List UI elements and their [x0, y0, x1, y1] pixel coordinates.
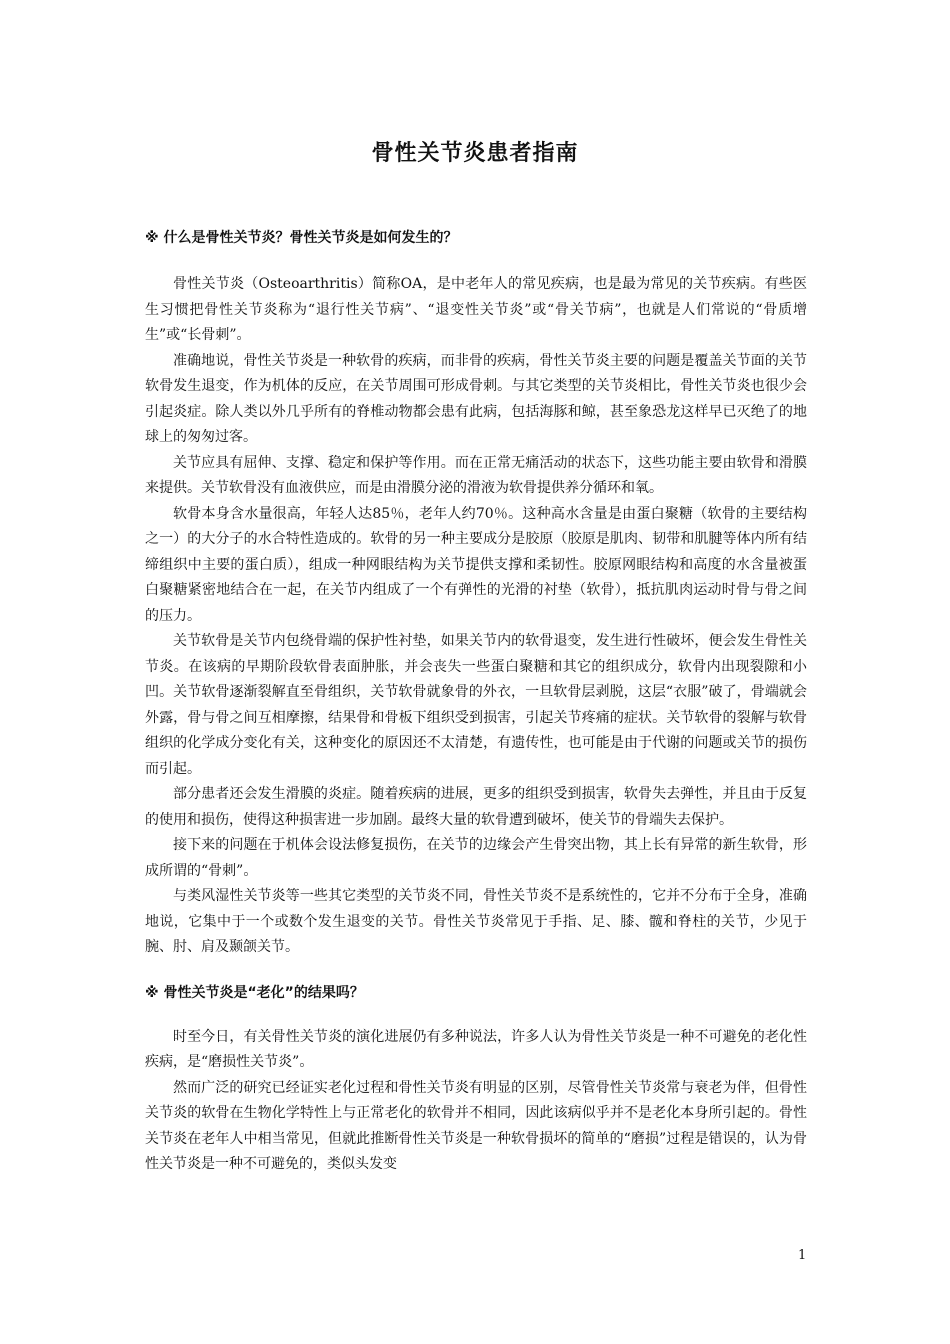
paragraph: 软骨本身含水量很高，年轻人达85％，老年人约70％。这种高水含量是由蛋白聚糖（软骨的主要结构之一）的大分子的水合特性造成的。软骨的另一种主要成分是胶原（胶原是肌肉、韧带和肌腱等体内所有结缔组织中主要的蛋白质），组成一种网眼结构为关节提供支撑和柔韧性。胶原网眼结构和高度的水含量被蛋白聚糖紧密地结合在一起，在关节内组成了一个有弹性的光滑的衬垫（软骨），抵抗肌肉运动时骨与骨之间的压力。 [145, 505, 807, 624]
section-heading-what-is-oa: ※ 什么是骨性关节炎？骨性关节炎是如何发生的？ [145, 230, 458, 246]
document-title: 骨性关节炎患者指南 [371, 140, 579, 166]
document-body [145, 228, 807, 1178]
paragraph: 与类风湿性关节炎等一些其它类型的关节炎不同，骨性关节炎不是系统性的，它并不分布于全身，准确地说，它集中于一个或数个发生退变的关节。骨性关节炎常见于手指、足、膝、髋和脊柱的关节，少见于腕、肘、肩及颞颌关节。 [145, 888, 807, 955]
page-number: 1 [798, 1248, 807, 1263]
paragraph: 关节应具有屈伸、支撑、稳定和保护等作用。而在正常无痛活动的状态下，这些功能主要由软骨和滑膜来提供。关节软骨没有血液供应，而是由滑膜分泌的滑液为软骨提供养分循环和氧。 [145, 454, 807, 496]
section-heading-aging: ※ 骨性关节炎是“老化”的结果吗？ [145, 984, 364, 1001]
paragraph: 关节软骨是关节内包绕骨端的保护性衬垫，如果关节内的软骨退变，发生进行性破坏，便会发生骨性关节炎。在该病的早期阶段软骨表面肿胀，并会丧失一些蛋白聚糖和其它的组织成分，软骨内出现裂隙和小凹。关节软骨逐渐裂解直至骨组织，关节软骨就象骨的外衣，一旦软骨层剥脱，这层“衣服”破了，骨端就会外露，骨与骨之间互相摩擦，结果骨和骨板下组织受到损害，引起关节疼痛的症状。关节软骨的裂解与软骨组织的化学成分变化有关，这种变化的原因还不太清楚，有遗传性，也可能是由于代谢的问题或关节的损伤而引起。 [145, 633, 807, 777]
paragraph: 骨性关节炎（Osteoarthritis）简称OA，是中老年人的常见疾病，也是最为常见的关节疾病。有些医生习惯把骨性关节炎称为“退行性关节病”、“退变性关节炎”或“骨关节病”，也就是人们常说的“骨质增生”或“长骨刺”。 [145, 276, 807, 343]
paragraph: 部分患者还会发生滑膜的炎症。随着疾病的进展，更多的组织受到损害，软骨失去弹性，并且由于反复的使用和损伤，使得这种损害进一步加剧。最终大量的软骨遭到破坏，使关节的骨端失去保护。 [145, 786, 807, 828]
paragraph: 接下来的问题在于机体会设法修复损伤，在关节的边缘会产生骨突出物，其上长有异常的新生软骨，形成所谓的“骨刺”。 [145, 837, 807, 879]
paragraph: 然而广泛的研究已经证实老化过程和骨性关节炎有明显的区别，尽管骨性关节炎常与衰老为伴，但骨性关节炎的软骨在生物化学特性上与正常老化的软骨并不相同，因此该病似乎并不是老化本身所引起的。骨性关节炎在老年人中相当常见，但就此推断骨性关节炎是一种软骨损坏的简单的“磨损”过程是错误的，认为骨性关节炎是一种不可避免的，类似头发变 [145, 1079, 807, 1172]
paragraph: 时至今日，有关骨性关节炎的演化进展仍有多种说法，许多人认为骨性关节炎是一种不可避免的老化性疾病，是“磨损性关节炎”。 [145, 1028, 807, 1070]
paragraph: 准确地说，骨性关节炎是一种软骨的疾病，而非骨的疾病，骨性关节炎主要的问题是覆盖关节面的关节软骨发生退变，作为机体的反应，在关节周围可形成骨刺。与其它类型的关节炎相比，骨性关节炎也很少会引起炎症。除人类以外几乎所有的脊椎动物都会患有此病，包括海豚和鲸，甚至象恐龙这样早已灭绝了的地球上的匆匆过客。 [145, 352, 807, 445]
